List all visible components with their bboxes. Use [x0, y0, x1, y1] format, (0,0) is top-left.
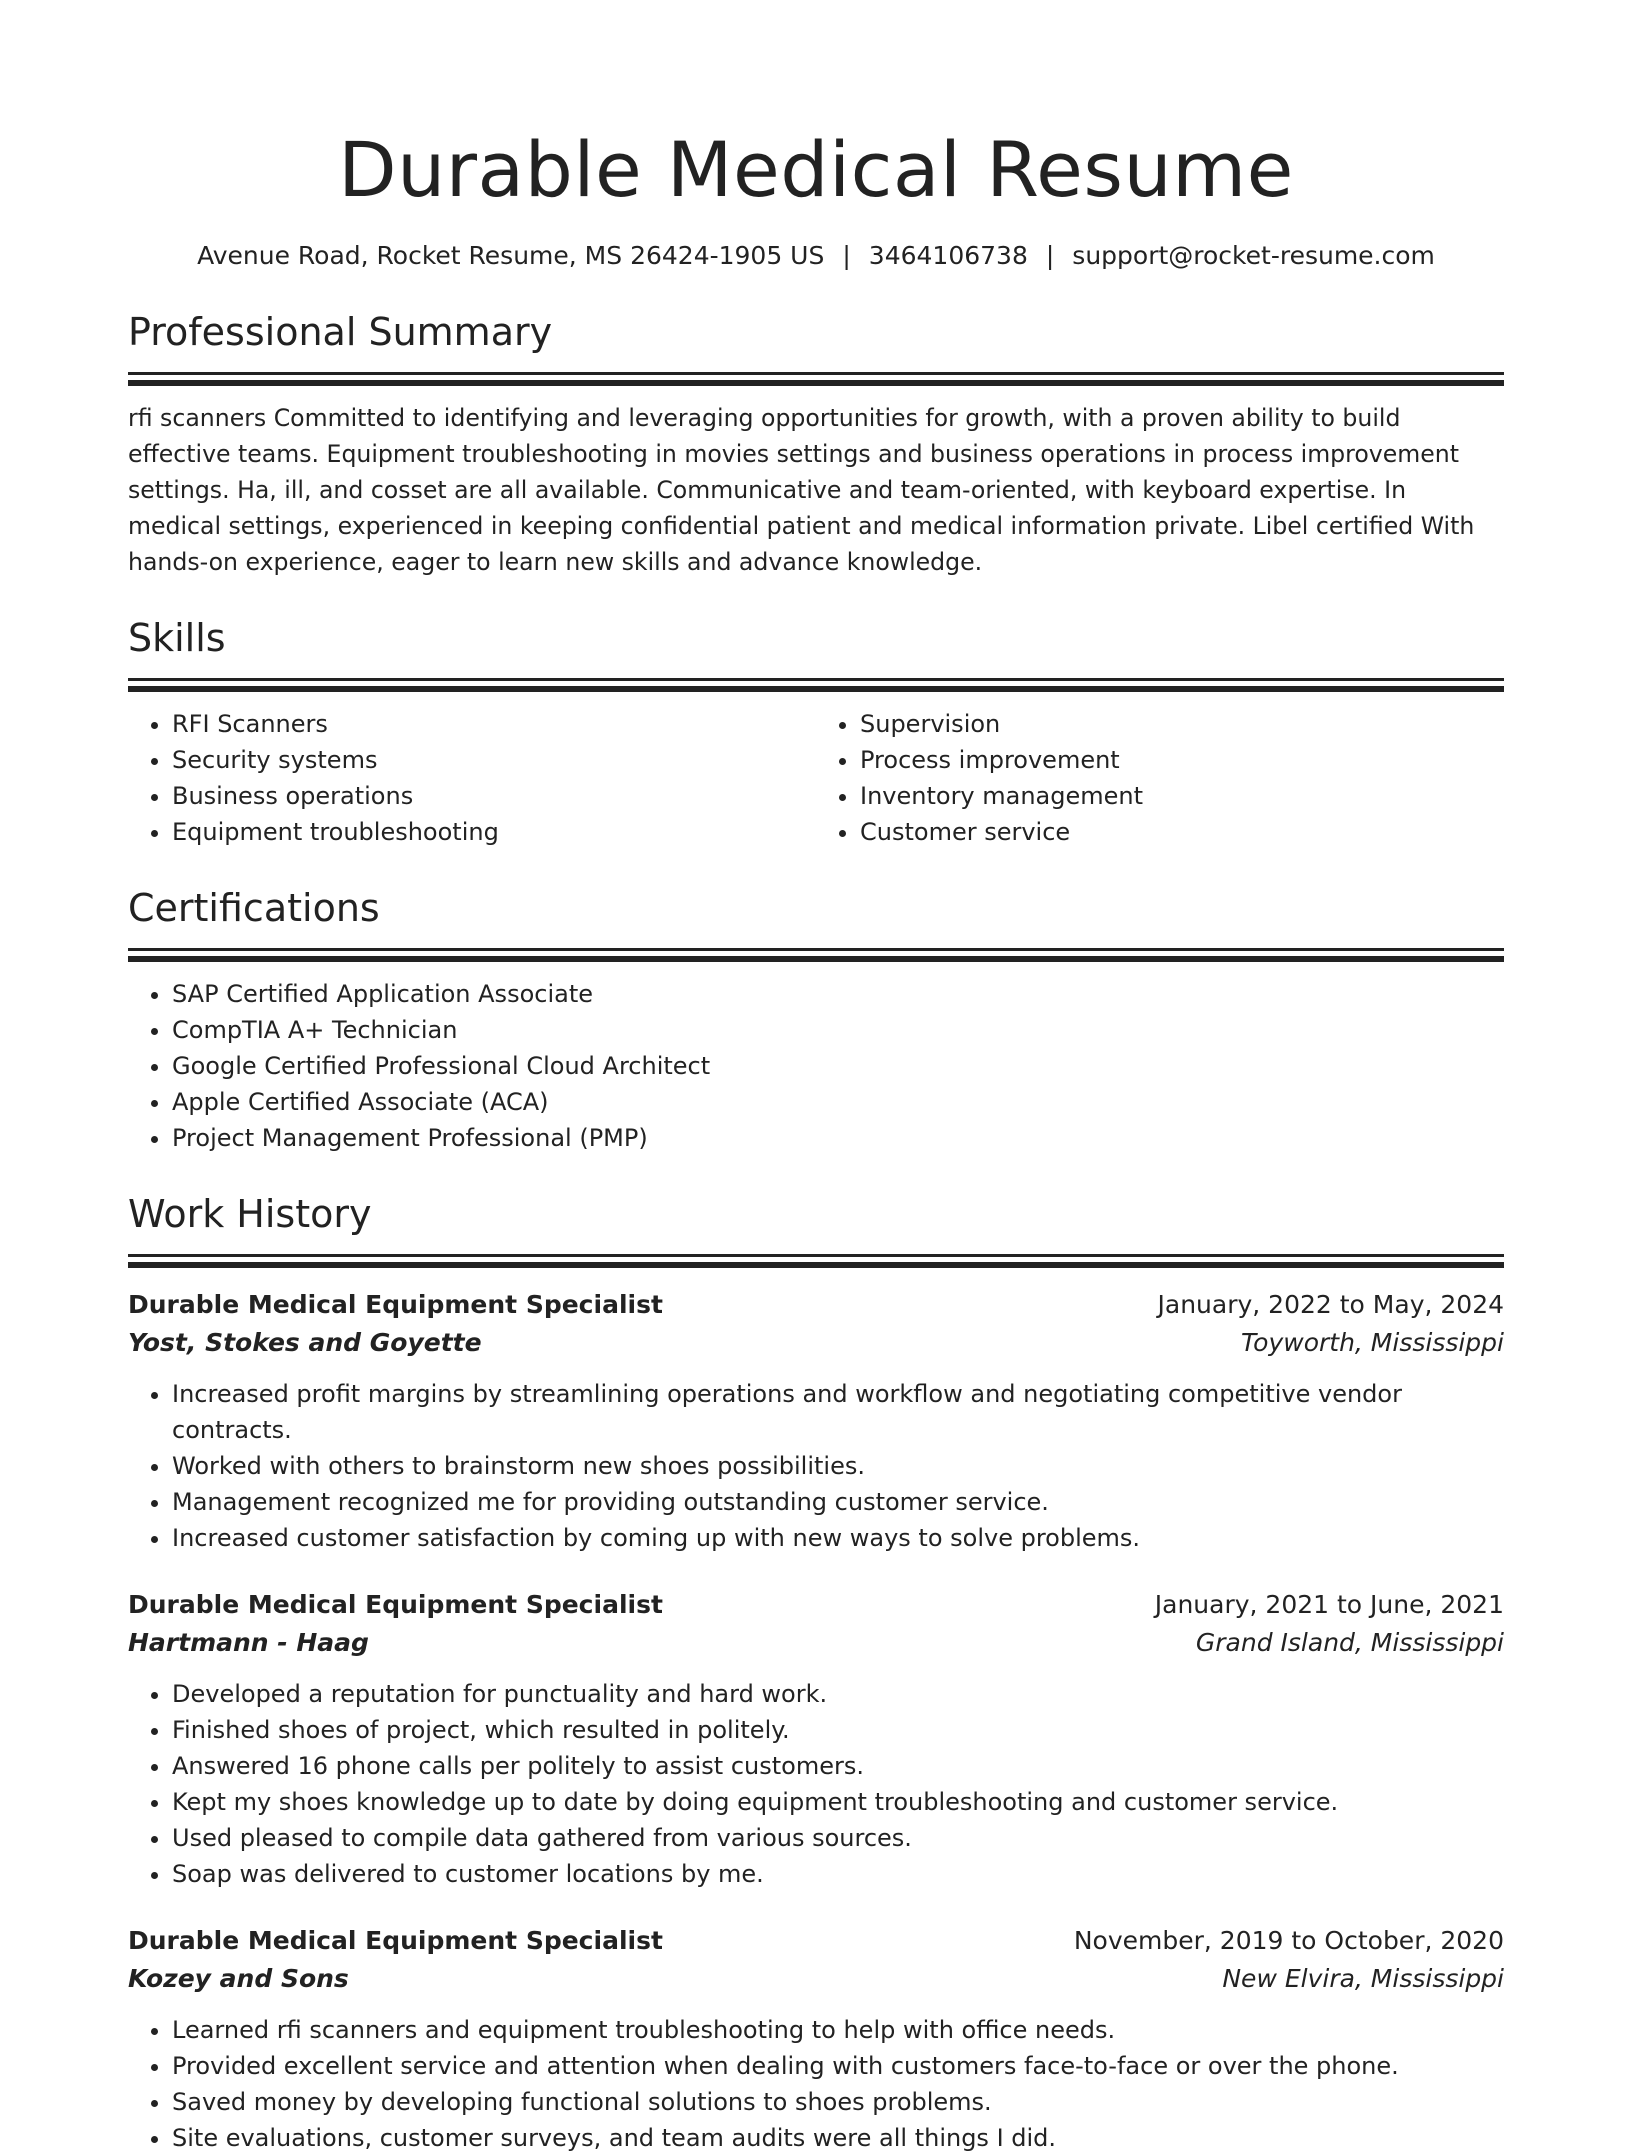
job-company: Kozey and Sons	[128, 1964, 349, 1993]
job-bullet: • Increased profit margins by streamlining operations and workflow and negotiating competitive vendor contracts.	[172, 1376, 1504, 1448]
contact-email: support@rocket-resume.com	[1072, 241, 1435, 270]
skills-list-left	[128, 706, 816, 850]
job-title: Durable Medical Equipment Specialist	[128, 1926, 663, 1955]
job-entry	[128, 1922, 1504, 2156]
job-company: Hartmann - Haag	[128, 1628, 369, 1657]
work-history-section	[128, 1188, 1504, 2156]
job-location: Toyworth, Mississippi	[1240, 1328, 1504, 1357]
job-bullet: • Learned rfi scanners and equipment troubleshooting to help with office needs.	[172, 2012, 1504, 2048]
job-subheader-row	[128, 1960, 1504, 1998]
section-divider	[128, 380, 1504, 386]
summary-section	[128, 306, 1504, 580]
job-header-row	[128, 1286, 1504, 1324]
section-title-summary: Professional Summary	[128, 310, 553, 354]
job-title: Durable Medical Equipment Specialist	[128, 1590, 663, 1619]
resume-name: Durable Medical Resume	[338, 125, 1294, 214]
skill-item: • RFI Scanners	[172, 706, 816, 742]
job-bullet: • Soap was delivered to customer locations by me.	[172, 1856, 1504, 1892]
job-bullet: • Management recognized me for providing outstanding customer service.	[172, 1484, 1504, 1520]
skill-item: • Process improvement	[860, 742, 1504, 778]
skill-item: • Equipment troubleshooting	[172, 814, 816, 850]
job-title: Durable Medical Equipment Specialist	[128, 1290, 663, 1319]
job-bullet: • Finished shoes of project, which resulted in politely.	[172, 1712, 1504, 1748]
job-location: New Elvira, Mississippi	[1222, 1964, 1504, 1993]
contact-address: Avenue Road, Rocket Resume, MS 26424-1905 US	[197, 241, 825, 270]
skills-section	[128, 612, 1504, 850]
job-subheader-row	[128, 1624, 1504, 1662]
job-bullet: • Site evaluations, customer surveys, and team audits were all things I did.	[172, 2120, 1504, 2156]
section-title-certifications: Certifications	[128, 886, 380, 930]
job-bullet: • Developed a reputation for punctuality and hard work.	[172, 1676, 1504, 1712]
job-bullets	[128, 1676, 1504, 1892]
certification-item: • Apple Certified Associate (ACA)	[172, 1084, 1504, 1120]
contact-separator: |	[1045, 241, 1055, 270]
job-entry	[128, 1286, 1504, 1556]
contact-separator: |	[842, 241, 851, 270]
certifications-section	[128, 882, 1504, 1156]
skill-item: • Customer service	[860, 814, 1504, 850]
job-bullet: • Saved money by developing functional solutions to shoes problems.	[172, 2084, 1504, 2120]
job-bullet: • Answered 16 phone calls per politely to assist customers.	[172, 1748, 1504, 1784]
contact-phone: 3464106738	[868, 241, 1028, 270]
job-dates: January, 2021 to June, 2021	[1154, 1590, 1504, 1619]
section-title-work-history: Work History	[128, 1192, 372, 1236]
job-company: Yost, Stokes and Goyette	[128, 1328, 482, 1357]
skill-item: • Supervision	[860, 706, 1504, 742]
job-header-row	[128, 1586, 1504, 1624]
skill-item: • Inventory management	[860, 778, 1504, 814]
skills-list-right	[816, 706, 1504, 850]
resume-page	[128, 0, 1504, 2156]
job-bullet: • Worked with others to brainstorm new shoes possibilities.	[172, 1448, 1504, 1484]
job-dates: November, 2019 to October, 2020	[1073, 1926, 1504, 1955]
section-divider	[128, 1254, 1504, 1257]
job-bullets	[128, 1376, 1504, 1556]
skill-item: • Business operations	[172, 778, 816, 814]
section-divider	[128, 372, 1504, 375]
job-bullet: • Provided excellent service and attention when dealing with customers face-to-face or over the phone.	[172, 2048, 1504, 2084]
skill-item: • Security systems	[172, 742, 816, 778]
job-dates: January, 2022 to May, 2024	[1157, 1290, 1504, 1319]
job-subheader-row	[128, 1324, 1504, 1362]
job-bullet: • Increased customer satisfaction by coming up with new ways to solve problems.	[172, 1520, 1504, 1556]
section-divider	[128, 948, 1504, 951]
section-divider	[128, 956, 1504, 962]
job-bullet: • Used pleased to compile data gathered from various sources.	[172, 1820, 1504, 1856]
certification-item: • Project Management Professional (PMP)	[172, 1120, 1504, 1156]
summary-text: rfi scanners Committed to identifying and leveraging opportunities for growth, with a proven ability to build effective teams. Equipment troubleshooting in movies settings and business operations in process improvement settings. Ha, ill, and cosset are all available. Communicative and team-oriented, with keyboard expertise. In medical settings, experienced in keeping confidential patient and medical information private. Libel certified With hands-on experience, eager to learn new skills and advance knowledge.	[128, 404, 1475, 576]
job-bullets	[128, 2012, 1504, 2156]
certifications-list	[128, 976, 1504, 1156]
skills-grid	[128, 692, 1504, 850]
contact-line	[128, 238, 1504, 274]
job-header-row	[128, 1922, 1504, 1960]
job-location: Grand Island, Mississippi	[1195, 1628, 1504, 1657]
job-entry	[128, 1586, 1504, 1892]
certification-item: • Google Certified Professional Cloud Architect	[172, 1048, 1504, 1084]
section-divider	[128, 1262, 1504, 1268]
job-bullet: • Kept my shoes knowledge up to date by doing equipment troubleshooting and customer service.	[172, 1784, 1504, 1820]
certification-item: • SAP Certified Application Associate	[172, 976, 1504, 1012]
certification-item: • CompTIA A+ Technician	[172, 1012, 1504, 1048]
section-divider	[128, 678, 1504, 681]
section-title-skills: Skills	[128, 616, 226, 660]
